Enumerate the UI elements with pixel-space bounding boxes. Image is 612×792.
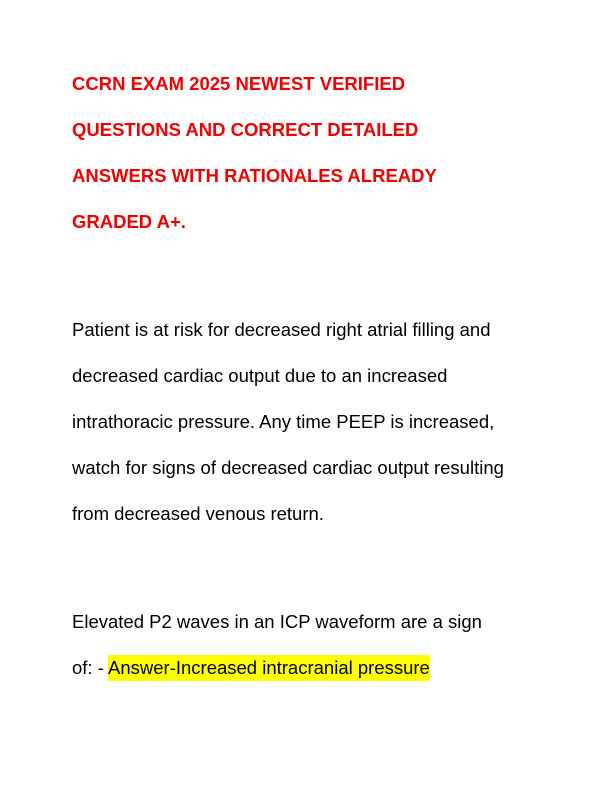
question-2-answer-line <box>72 656 430 680</box>
question-2-text: Elevated P2 waves in an ICP waveform are a sign <box>72 611 482 632</box>
document-title-line-3: ANSWERS WITH RATIONALES ALREADY <box>72 165 437 186</box>
question-2-prefix: of: - <box>72 657 108 678</box>
rationale-line-3: intrathoracic pressure. Any time PEEP is increased, <box>72 411 495 432</box>
document-title-line-1: CCRN EXAM 2025 NEWEST VERIFIED <box>72 73 406 94</box>
rationale-line-5: from decreased venous return. <box>72 503 324 524</box>
rationale-line-1: Patient is at risk for decreased right atrial filling and <box>72 319 491 340</box>
highlighted-answer: Answer-Increased intracranial pressure <box>108 655 430 681</box>
rationale-line-4: watch for signs of decreased cardiac output resulting <box>72 457 504 478</box>
rationale-line-2: decreased cardiac output due to an increased <box>72 365 448 386</box>
document-title-line-2: QUESTIONS AND CORRECT DETAILED <box>72 119 419 140</box>
document-title-line-4: GRADED A+. <box>72 211 186 232</box>
